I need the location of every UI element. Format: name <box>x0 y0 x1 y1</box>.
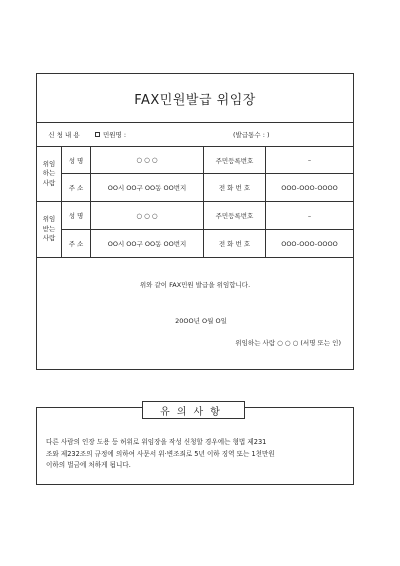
delegator-phone-label: 전 화 번 호 <box>218 184 251 192</box>
form-title-row <box>37 74 353 123</box>
delegation-form <box>36 73 354 370</box>
signing-date: 20OO년 O월 O일 <box>175 317 227 325</box>
delegator-signature: 위임하는 사람 ○ ○ ○ (서명 또는 인) <box>235 339 341 347</box>
delegatee-address-value[interactable]: OO시 OO구 OO동 OO번지 <box>107 240 187 248</box>
delegatee-phone-value[interactable]: OOO-OOO-OOOO <box>281 239 338 248</box>
delegator-group-label <box>37 147 61 201</box>
delegatee-name-value[interactable]: ○ ○ ○ <box>136 211 158 220</box>
form-title: FAX민원발급 위임장 <box>134 92 256 108</box>
civil-name-label: 민원명 : <box>103 131 127 139</box>
delegator-group-line-1: 위임 <box>42 159 56 168</box>
delegatee-group-line-3: 사람 <box>42 234 56 243</box>
delegator-address-label: 주 소 <box>68 184 84 192</box>
delegator-phone-value[interactable]: OOO-OOO-OOOO <box>281 183 338 192</box>
delegatee-group-label <box>37 202 61 257</box>
delegator-rrn-label: 주민등록번호 <box>215 156 254 165</box>
notice-title: 유의사항 <box>142 401 245 419</box>
delegator-group-line-2: 하는 <box>42 169 56 178</box>
civil-name-checkbox[interactable] <box>95 132 100 137</box>
notice-line-3: 이하의 벌금에 처하게 됩니다. <box>46 461 131 469</box>
delegatee-group-line-1: 위임 <box>42 215 56 224</box>
notice-body <box>46 437 346 472</box>
delegator-name-value[interactable]: ○ ○ ○ <box>136 156 158 164</box>
delegator-address-value[interactable]: OO시 OO구 OO동 OO번지 <box>107 184 187 192</box>
delegatee-name-label: 성 명 <box>68 212 84 220</box>
delegator-rrn-value[interactable]: – <box>307 156 312 164</box>
copies-field[interactable]: (발급통수 : ) <box>233 131 270 139</box>
delegatee-group-line-2: 받는 <box>42 224 56 233</box>
delegatee-address-label: 주 소 <box>68 240 84 248</box>
divider-delegatee-bottom <box>37 257 353 258</box>
delegation-statement: 위와 같이 FAX민원 발급을 위임합니다. <box>139 281 251 289</box>
delegatee-rrn-label: 주민등록번호 <box>215 212 254 220</box>
civil-name-field[interactable] <box>95 123 175 146</box>
request-label: 신 청 내 용 <box>48 131 80 139</box>
delegatee-rrn-value[interactable]: – <box>307 211 312 220</box>
notice-line-1: 다른 사람의 인장 도용 등 허위로 위임장을 작성 신청할 경우에는 형법 제231 <box>46 438 267 446</box>
delegator-group-line-3: 사람 <box>42 178 56 187</box>
notice-line-2: 조와 제232조의 규정에 의하여 사문서 위·변조죄로 5년 이하 징역 또는 1천만원 <box>46 449 275 458</box>
delegator-name-label: 성 명 <box>68 156 84 165</box>
delegatee-phone-label: 전 화 번 호 <box>218 240 251 248</box>
